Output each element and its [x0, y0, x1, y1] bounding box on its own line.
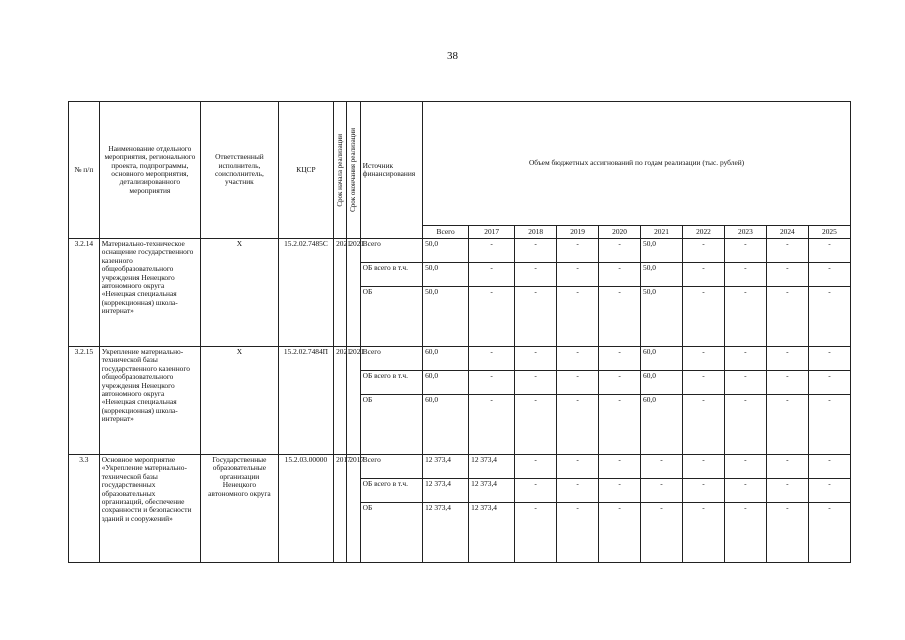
row-source: ОБ всего в т.ч.	[360, 479, 422, 503]
row-kcsr: 15.2.03.00000	[278, 455, 333, 563]
value-cell: -	[641, 479, 683, 503]
row-end: 2021	[347, 347, 360, 455]
value-cell: -	[599, 239, 641, 263]
header-source: Источник финансирования	[360, 102, 422, 239]
year-header: 2023	[724, 226, 766, 239]
header-num: № п/п	[69, 102, 100, 239]
value-cell: -	[682, 287, 724, 347]
header-start-cell	[334, 102, 347, 239]
row-executor: Х	[201, 239, 279, 347]
value-cell: -	[766, 371, 808, 395]
value-cell: 12 373,4	[469, 455, 515, 479]
value-cell: -	[724, 347, 766, 371]
value-cell: -	[724, 287, 766, 347]
value-cell: -	[724, 479, 766, 503]
value-cell: -	[766, 455, 808, 479]
value-cell: -	[599, 479, 641, 503]
header-end: Срок окончания реализации	[349, 128, 358, 212]
row-end: 2017	[347, 455, 360, 563]
value-cell: -	[766, 347, 808, 371]
row-start: 2017	[334, 455, 347, 563]
row-end: 2021	[347, 239, 360, 347]
value-cell: -	[599, 503, 641, 563]
value-cell: -	[682, 371, 724, 395]
value-cell: -	[808, 371, 850, 395]
row-name: Материально-техническое оснащение государственного казенного общеобразовательного учреждения Ненецкого автономного округа «Ненецкая специальная (коррекционная) школа-интернат»	[99, 239, 200, 347]
row-start: 2021	[334, 239, 347, 347]
row-source: ОБ	[360, 395, 422, 455]
value-cell: -	[557, 239, 599, 263]
value-cell: 60,0	[641, 347, 683, 371]
value-cell: -	[808, 347, 850, 371]
value-cell: 50,0	[423, 263, 469, 287]
value-cell: -	[515, 455, 557, 479]
table-row	[69, 347, 851, 371]
value-cell: -	[682, 479, 724, 503]
row-name: Основное мероприятие «Укрепление материально-технической базы государственных образовательных организаций, обеспечение сохранности и безопасности зданий и сооружений»	[99, 455, 200, 563]
value-cell: -	[469, 287, 515, 347]
value-cell: -	[724, 239, 766, 263]
value-cell: -	[682, 347, 724, 371]
row-source: Всего	[360, 239, 422, 263]
value-cell: -	[766, 263, 808, 287]
value-cell: -	[599, 287, 641, 347]
header-end-cell	[347, 102, 360, 239]
header-name: Наименование отдельного мероприятия, регионального проекта, подпрограммы, основного мероприятия, детализированного мероприятия	[99, 102, 200, 239]
value-cell: -	[515, 371, 557, 395]
value-cell: -	[724, 455, 766, 479]
value-cell: -	[599, 395, 641, 455]
page-number: 38	[447, 50, 458, 62]
value-cell: -	[469, 239, 515, 263]
value-cell: -	[724, 503, 766, 563]
year-header: 2022	[682, 226, 724, 239]
header-executor: Ответственный исполнитель, соисполнитель, участник	[201, 102, 279, 239]
value-cell: -	[724, 371, 766, 395]
value-cell: -	[599, 371, 641, 395]
header-start: Срок начала реализации	[336, 133, 345, 207]
value-cell: -	[724, 395, 766, 455]
value-cell: -	[515, 347, 557, 371]
row-number: 3.2.14	[69, 239, 100, 347]
value-cell: -	[682, 263, 724, 287]
value-cell: -	[682, 503, 724, 563]
value-cell: -	[682, 455, 724, 479]
year-header: 2020	[599, 226, 641, 239]
value-cell: 50,0	[423, 287, 469, 347]
budget-table	[68, 101, 851, 563]
header-volume: Объем бюджетных ассигнований по годам реализации (тыс. рублей)	[423, 102, 851, 226]
table-row	[69, 455, 851, 479]
value-cell: -	[557, 287, 599, 347]
table-row	[69, 239, 851, 263]
value-cell: 12 373,4	[469, 479, 515, 503]
row-executor: Х	[201, 347, 279, 455]
value-cell: 60,0	[423, 395, 469, 455]
value-cell: -	[599, 263, 641, 287]
row-number: 3.3	[69, 455, 100, 563]
value-cell: 50,0	[423, 239, 469, 263]
year-header: 2024	[766, 226, 808, 239]
value-cell: -	[469, 371, 515, 395]
table-body	[69, 239, 851, 563]
value-cell: -	[469, 347, 515, 371]
value-cell: -	[766, 503, 808, 563]
row-executor: Государственные образовательные организации Ненецкого автономного округа	[201, 455, 279, 563]
year-header: 2025	[808, 226, 850, 239]
year-header: 2021	[641, 226, 683, 239]
value-cell: -	[766, 479, 808, 503]
value-cell: -	[515, 287, 557, 347]
value-cell: 60,0	[423, 347, 469, 371]
value-cell: 12 373,4	[423, 503, 469, 563]
row-source: Всего	[360, 455, 422, 479]
value-cell: -	[766, 239, 808, 263]
value-cell: -	[808, 239, 850, 263]
year-header: 2019	[557, 226, 599, 239]
value-cell: -	[641, 455, 683, 479]
value-cell: -	[557, 503, 599, 563]
row-source: ОБ	[360, 503, 422, 563]
value-cell: 12 373,4	[423, 455, 469, 479]
value-cell: -	[808, 395, 850, 455]
value-cell: -	[557, 371, 599, 395]
value-cell: -	[808, 287, 850, 347]
value-cell: -	[766, 287, 808, 347]
row-source: ОБ всего в т.ч.	[360, 263, 422, 287]
value-cell: -	[682, 395, 724, 455]
value-cell: -	[469, 263, 515, 287]
year-header: 2017	[469, 226, 515, 239]
value-cell: -	[557, 455, 599, 479]
row-source: Всего	[360, 347, 422, 371]
value-cell: -	[641, 503, 683, 563]
row-source: ОБ всего в т.ч.	[360, 371, 422, 395]
value-cell: -	[557, 479, 599, 503]
row-kcsr: 15.2.02.7484П	[278, 347, 333, 455]
value-cell: -	[599, 347, 641, 371]
header-kcsr: КЦСР	[278, 102, 333, 239]
row-number: 3.2.15	[69, 347, 100, 455]
value-cell: -	[515, 395, 557, 455]
row-source: ОБ	[360, 287, 422, 347]
value-cell: 50,0	[641, 239, 683, 263]
value-cell: -	[515, 479, 557, 503]
row-start: 2021	[334, 347, 347, 455]
value-cell: -	[557, 347, 599, 371]
value-cell: 60,0	[641, 395, 683, 455]
value-cell: -	[599, 455, 641, 479]
value-cell: -	[557, 395, 599, 455]
value-cell: 60,0	[423, 371, 469, 395]
value-cell: -	[808, 455, 850, 479]
year-header: 2018	[515, 226, 557, 239]
value-cell: -	[808, 479, 850, 503]
value-cell: -	[724, 263, 766, 287]
value-cell: 50,0	[641, 287, 683, 347]
row-kcsr: 15.2.02.7485С	[278, 239, 333, 347]
value-cell: -	[515, 263, 557, 287]
value-cell: 60,0	[641, 371, 683, 395]
value-cell: -	[808, 503, 850, 563]
year-header: Всего	[423, 226, 469, 239]
value-cell: -	[515, 503, 557, 563]
row-name: Укрепление материально-технической базы государственного казенного общеобразовательного учреждения Ненецкого автономного округа «Ненецкая специальная (коррекционная) школа-интернат»	[99, 347, 200, 455]
value-cell: -	[766, 395, 808, 455]
value-cell: -	[469, 395, 515, 455]
value-cell: 12 373,4	[423, 479, 469, 503]
value-cell: -	[682, 239, 724, 263]
value-cell: -	[557, 263, 599, 287]
value-cell: -	[515, 239, 557, 263]
value-cell: 50,0	[641, 263, 683, 287]
value-cell: 12 373,4	[469, 503, 515, 563]
value-cell: -	[808, 263, 850, 287]
